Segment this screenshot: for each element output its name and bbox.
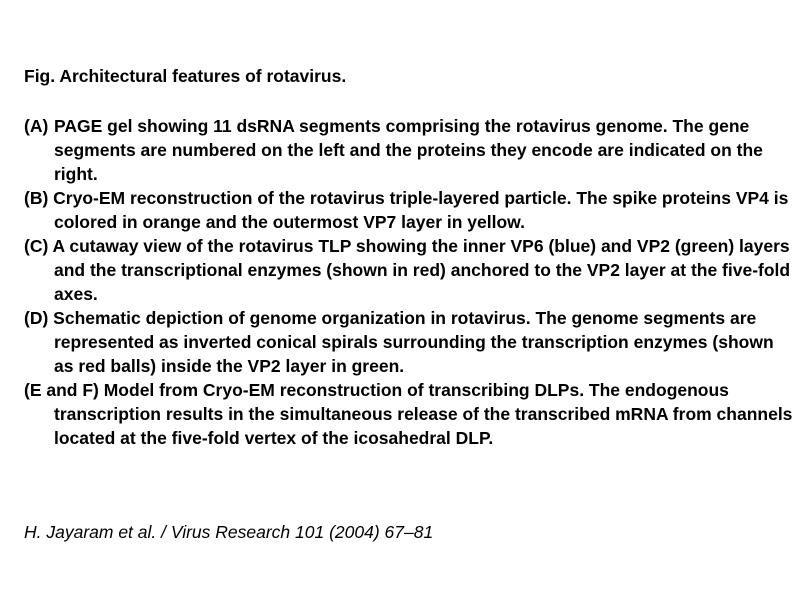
legend-text-b: Cryo-EM reconstruction of the rotavirus triple-layered particle. The spike proteins VP4 is colored in orange and the outermost VP7 layer in yellow. (53, 188, 789, 232)
legend-label-c: (C) (24, 236, 49, 256)
legend-label-b: (B) (24, 188, 49, 208)
legend-text-c: A cutaway view of the rotavirus TLP showing the inner VP6 (blue) and VP2 (green) layers and the transcriptional enzymes (shown in red) anchored to the VP2 layer at the five-fold axes. (52, 236, 791, 304)
legend-item-e-f (24, 378, 794, 450)
figure-title: Fig. Architectural features of rotavirus. (24, 66, 347, 86)
legend-item-d (24, 306, 794, 378)
citation: H. Jayaram et al. / Virus Research 101 (2004) 67–81 (24, 522, 434, 542)
figure-legend (24, 114, 794, 450)
legend-text-e-f: Model from Cryo-EM reconstruction of transcribing DLPs. The endogenous transcription results in the simultaneous release of the transcribed mRNA from channels located at the five-fold vertex of the icosahedral DLP. (54, 380, 793, 448)
legend-item-c (24, 234, 794, 306)
legend-item-a (24, 114, 794, 186)
legend-text-a: PAGE gel showing 11 dsRNA segments comprising the rotavirus genome. The gene segments are numbered on the left and the proteins they encode are indicated on the right. (54, 116, 763, 184)
legend-label-d: (D) (24, 308, 49, 328)
legend-label-e-f: (E and F) (24, 380, 99, 400)
legend-label-a: (A) (24, 116, 49, 136)
legend-text-d: Schematic depiction of genome organization in rotavirus. The genome segments are represented as inverted conical spirals surrounding the transcription enzymes (shown as red balls) inside the VP2 layer in green. (53, 308, 774, 376)
legend-item-b (24, 186, 794, 234)
